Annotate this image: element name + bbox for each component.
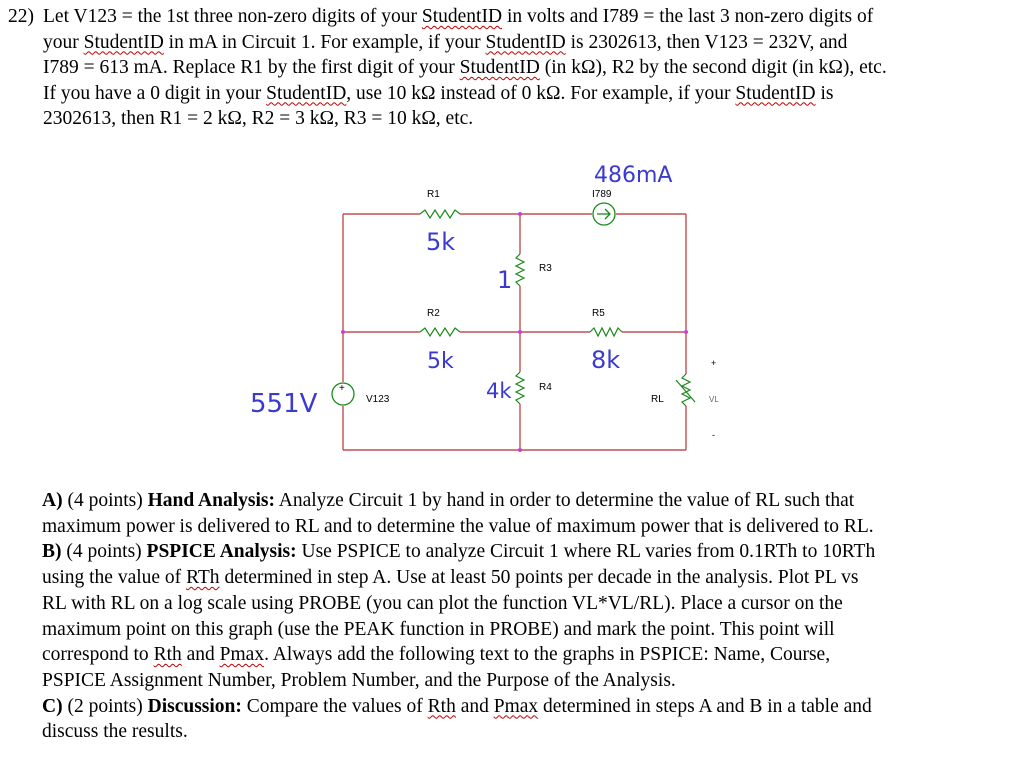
resistor-r3 <box>516 254 524 286</box>
part-title: Discussion: <box>147 695 242 717</box>
part-line: RL with RL on a log scale using PROBE (you can plot the function VL*VL/RL). Place a cursor on the <box>42 592 843 614</box>
part-line: discuss the results. <box>42 721 188 743</box>
part-tag: B) <box>42 541 62 563</box>
node <box>684 330 688 334</box>
label-r1: R1 <box>427 189 440 200</box>
hand-r2: 5k <box>427 349 454 374</box>
current-source-i789 <box>593 203 615 225</box>
problem-parts <box>42 488 1022 745</box>
spell-flag: Pmax <box>493 695 539 717</box>
intro-line: your StudentID in mA in Circuit 1. For example, if your StudentID is 2302613, then V123 = 232V, and <box>43 31 848 53</box>
spell-flag: Rth <box>153 644 182 666</box>
problem-number: 22) <box>8 6 34 27</box>
part-tag: A) <box>42 490 63 511</box>
vl-minus: - <box>712 430 715 440</box>
label-vl: VL <box>709 395 719 404</box>
part-line: PSPICE Assignment Number, Problem Number, and the Purpose of the Analysis. <box>42 669 676 691</box>
resistor-r2 <box>420 328 460 336</box>
part-title: PSPICE Analysis: <box>146 541 297 563</box>
label-r2: R2 <box>427 308 440 319</box>
circuit-diagram <box>0 150 1024 460</box>
node <box>341 330 345 334</box>
label-i789: I789 <box>592 189 612 200</box>
hand-r4: 4k <box>486 379 512 403</box>
spell-flag: StudentID <box>266 82 347 104</box>
node <box>518 448 522 452</box>
part-line: A) (4 points) Hand Analysis: Analyze Circuit 1 by hand in order to determine the value of RL such that <box>42 490 855 511</box>
part-line: maximum power is delivered to RL and to determine the value of maximum power that is delivered to RL. <box>42 515 874 537</box>
spell-flag: Rth <box>427 695 456 717</box>
resistor-rl <box>676 374 695 406</box>
spell-flag: RTh <box>186 567 220 589</box>
spell-flag: StudentID <box>459 57 540 78</box>
vl-plus: + <box>711 358 717 368</box>
label-rl: RL <box>651 394 664 405</box>
part-title: Hand Analysis: <box>147 490 275 511</box>
part-line: B) (4 points) PSPICE Analysis: Use PSPICE to analyze Circuit 1 where RL varies from 0.1RTh to 10RTh <box>42 541 876 563</box>
node <box>518 330 522 334</box>
part-line: correspond to Rth and Pmax. Always add the following text to the graphs in PSPICE: Name, Course, <box>42 644 831 666</box>
intro-line: 2302613, then R1 = 2 kΩ, R2 = 3 kΩ, R3 = 10 kΩ, etc. <box>43 108 474 129</box>
intro-line: I789 = 613 mA. Replace R1 by the first digit of your StudentID (in kΩ), R2 by the second digit (in kΩ), etc. <box>43 57 887 78</box>
spell-flag: StudentID <box>83 31 164 53</box>
part-line: C) (2 points) Discussion: Compare the values of Rth and Pmax determined in steps A and B in a table and <box>42 695 872 717</box>
spell-flag: Pmax <box>219 644 265 666</box>
hand-r3: 1 <box>497 266 513 294</box>
hand-r1: 5k <box>426 228 456 256</box>
hand-current: 486mA <box>594 163 673 188</box>
part-line: maximum point on this graph (use the PEAK function in PROBE) and mark the point. This point will <box>42 618 835 640</box>
label-v123: V123 <box>366 394 390 405</box>
hand-voltage: 551V <box>250 389 318 419</box>
part-tag: C) <box>42 695 63 717</box>
label-r3: R3 <box>539 263 552 274</box>
resistor-r4 <box>516 372 524 404</box>
node <box>518 212 522 216</box>
resistor-r5 <box>590 328 622 336</box>
spell-flag: StudentID <box>735 82 816 104</box>
label-r4: R4 <box>539 382 552 393</box>
hand-r5: 8k <box>591 346 621 374</box>
spell-flag: StudentID <box>485 31 566 53</box>
source-plus-sign: + <box>339 383 345 394</box>
spell-flag: StudentID <box>421 6 503 27</box>
intro-line: If you have a 0 digit in your StudentID, use 10 kΩ instead of 0 kΩ. For example, if your StudentID is <box>43 82 834 104</box>
label-r5: R5 <box>592 308 605 319</box>
intro-line: Let V123 = the 1st three non-zero digits of your StudentID in volts and I789 = the last 3 non-zero digits of <box>43 6 874 27</box>
resistor-r1 <box>420 210 460 218</box>
part-line: using the value of RTh determined in step A. Use at least 50 points per decade in the analysis. Plot PL vs <box>42 567 859 589</box>
wires <box>343 214 686 450</box>
